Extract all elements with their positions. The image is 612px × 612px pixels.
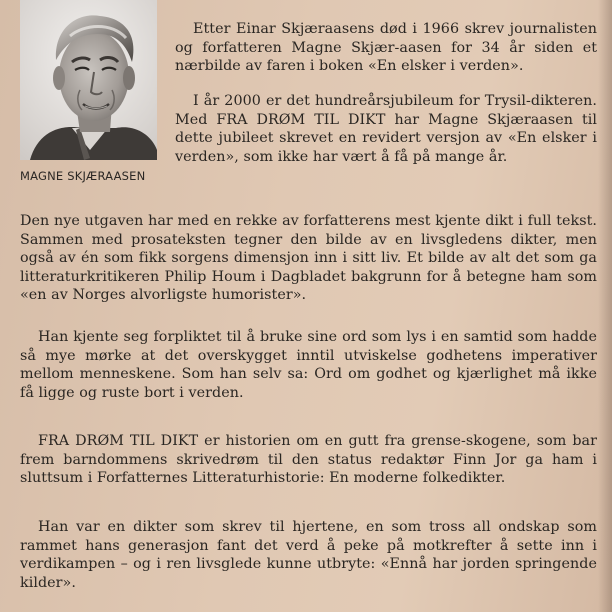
paragraph-new-edition: Den nye utgaven har med en rekke av forfatterens mest kjente dikt i full tekst. Sammen med prosateksten tegner den bilde av en livsgledens dikter, men også av én som fikk sorgens dimensjon inn i sitt liv. Et bilde av alt det som ga litteraturkritikeren Philip Houm i Dagbladet bakgrunn for å betegne ham som «en av Norges alvorligste humorister». bbox=[20, 213, 597, 304]
paragraph-anniversary: I år 2000 er det hundreårsjubileum for Trysil-dikteren. Med FRA DRØM TIL DIKT har Magne Skjæraasen til dette jubileet skrevet en revidert versjon av «En elsker i verden», som ikke har vært å få på mange år. bbox=[175, 93, 597, 165]
photo-caption: MAGNE SKJÆRAASEN bbox=[20, 169, 146, 183]
author-portrait-image bbox=[20, 0, 157, 160]
page-edge-shadow bbox=[598, 0, 612, 612]
author-portrait-photo bbox=[20, 0, 157, 160]
paragraph-words-as-light: Han kjente seg forpliktet til å bruke sine ord som lys i en samtid som hadde så mye mørke at det overskygget inntil utviskelse godhetens imperativer mellom menneskene. Som han selv sa: Ord om godhet og kjærlighet må ikke få ligge og ruste bort i verden. bbox=[20, 329, 597, 401]
paragraph-intro: Etter Einar Skjæraasens død i 1966 skrev journalisten og forfatteren Magne Skjær-aasen for 34 år siden et nærbilde av faren i boken «En elsker i verden». bbox=[175, 21, 597, 75]
paragraph-story: FRA DRØM TIL DIKT er historien om en gutt fra grense-skogene, som bar frem barndommens skrivedrøm til den status redaktør Finn Jor ga ham i sluttsum i Forfatternes Litteraturhistorie: En moderne folkedikter. bbox=[20, 433, 597, 487]
paragraph-poet-of-hearts: Han var en dikter som skrev til hjertene, en som tross all ondskap som rammet hans generasjon fant det verd å peke på motkrefter å sette inn i verdikampen – og i ren livsglede kunne utbryte: «Ennå har jorden springende kilder». bbox=[20, 519, 597, 591]
